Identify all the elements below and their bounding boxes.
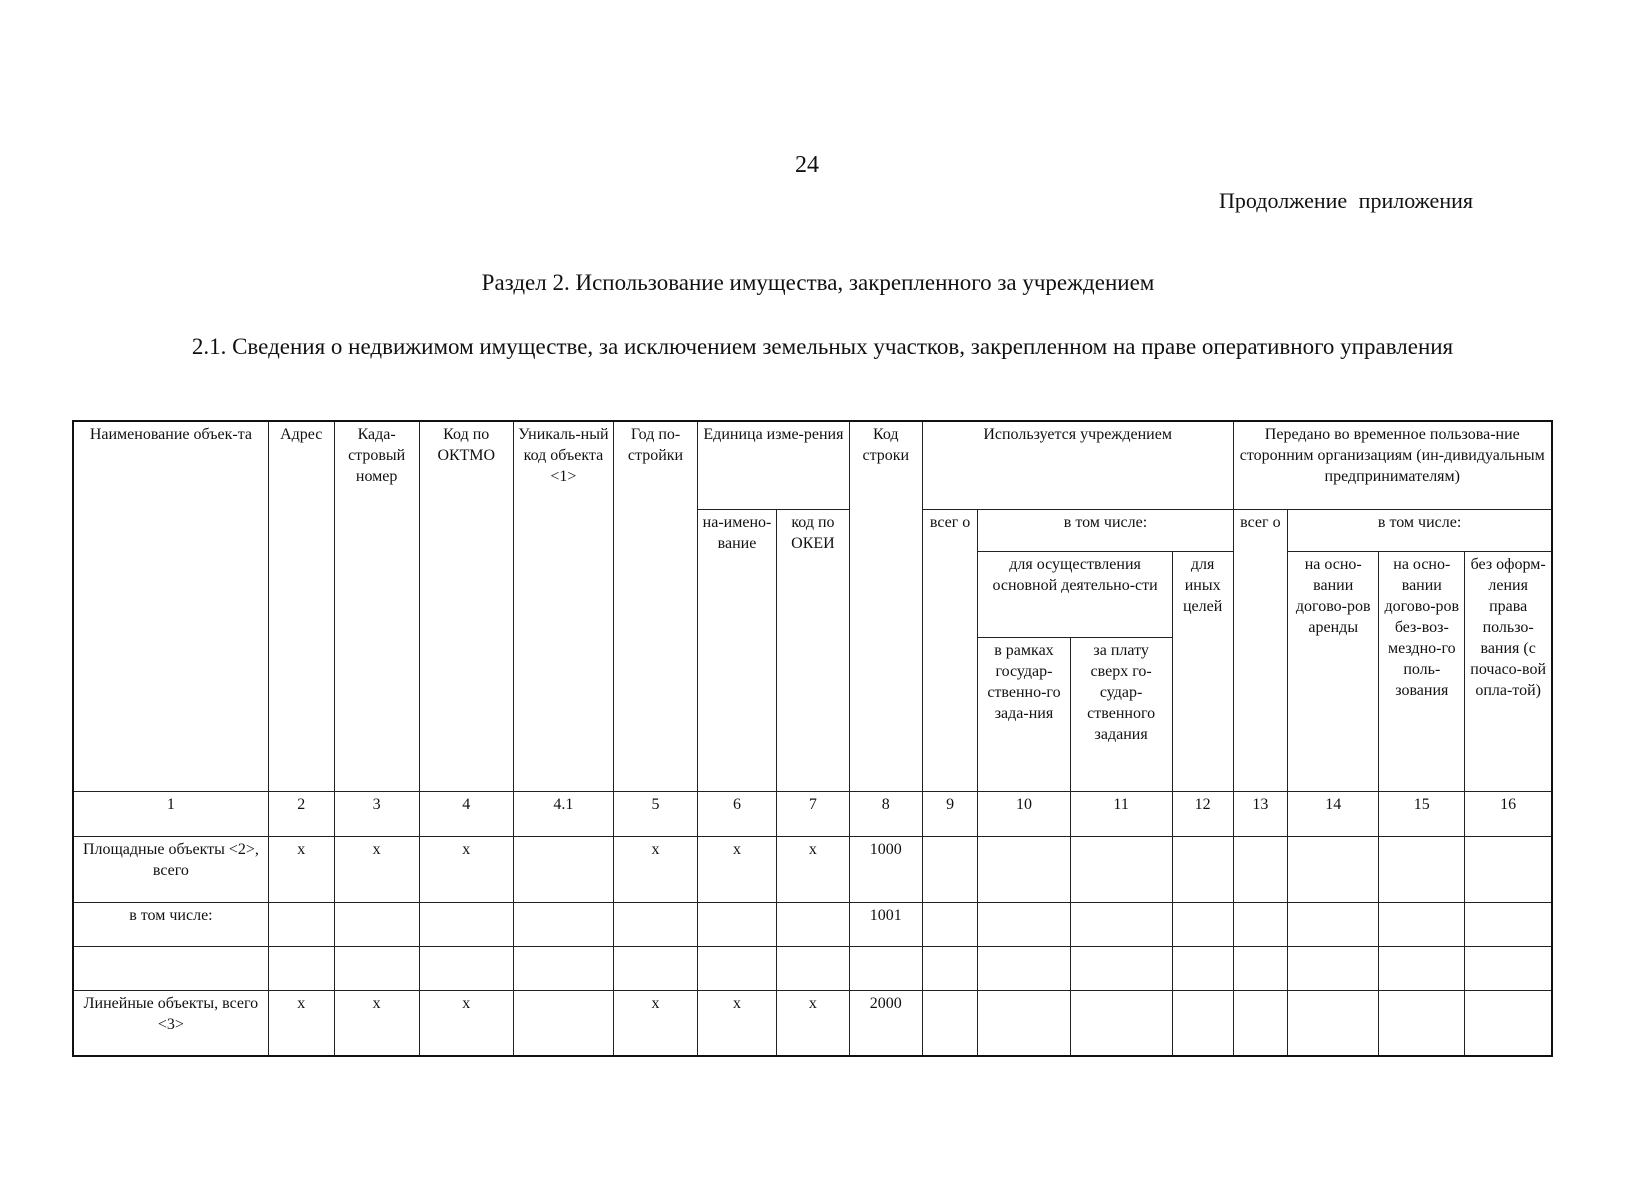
row-name: Площадные объекты <2>, всего xyxy=(73,836,268,902)
header-transferred-incl: в том числе: xyxy=(1288,509,1552,551)
row-code xyxy=(849,946,922,990)
header-no-registration: без оформ-ления права пользо-вания (с почасо-вой опла-той) xyxy=(1465,551,1552,791)
empty-cell xyxy=(1465,990,1552,1056)
column-number: 4 xyxy=(419,791,513,836)
empty-cell xyxy=(1465,946,1552,990)
header-lease: на осно-вании догово-ров аренды xyxy=(1288,551,1379,791)
page-number: 24 xyxy=(795,152,819,178)
empty-cell xyxy=(978,836,1070,902)
header-name: Наименование объек-та xyxy=(73,421,268,791)
empty-cell xyxy=(1070,902,1172,946)
header-state-task: в рамках государ-ственно-го зада-ния xyxy=(978,637,1070,791)
row-code: 1001 xyxy=(849,902,922,946)
table-row xyxy=(73,902,1552,946)
column-number: 13 xyxy=(1233,791,1288,836)
row-year xyxy=(614,902,698,946)
header-year: Год по-стройки xyxy=(614,421,698,791)
empty-cell xyxy=(922,946,978,990)
section-title: Раздел 2. Использование имущества, закрепленного за учреждением xyxy=(481,270,1155,295)
empty-cell xyxy=(1172,946,1233,990)
header-unit-name: на-имено-вание xyxy=(698,509,777,791)
empty-cell xyxy=(1379,990,1465,1056)
header-used-total: всег о xyxy=(922,509,978,791)
empty-cell xyxy=(1465,836,1552,902)
header-address: Адрес xyxy=(268,421,334,791)
continuation-label: Продолжение приложения xyxy=(1219,188,1473,213)
row-unique xyxy=(513,946,613,990)
row-okei xyxy=(776,902,849,946)
row-unit-name: x xyxy=(698,836,777,902)
empty-cell xyxy=(1465,902,1552,946)
column-number: 1 xyxy=(73,791,268,836)
row-year xyxy=(614,946,698,990)
column-number: 5 xyxy=(614,791,698,836)
column-number: 14 xyxy=(1288,791,1379,836)
row-cadastral: x xyxy=(334,836,419,902)
row-unique xyxy=(513,902,613,946)
column-number: 10 xyxy=(978,791,1070,836)
column-number: 9 xyxy=(922,791,978,836)
empty-cell xyxy=(1070,990,1172,1056)
column-numbers-row xyxy=(73,791,1552,836)
row-address: x xyxy=(268,836,334,902)
header-row-code: Код строки xyxy=(849,421,922,791)
row-address xyxy=(268,902,334,946)
header-oktmo: Код по ОКТМО xyxy=(419,421,513,791)
empty-cell xyxy=(922,836,978,902)
empty-cell xyxy=(1233,946,1288,990)
column-number: 2 xyxy=(268,791,334,836)
column-number: 7 xyxy=(776,791,849,836)
header-transferred-total: всег о xyxy=(1233,509,1288,791)
row-oktmo xyxy=(419,946,513,990)
empty-cell xyxy=(1288,902,1379,946)
row-cadastral xyxy=(334,946,419,990)
row-year: x xyxy=(614,836,698,902)
header-unique-code: Уникаль-ный код объекта <1> xyxy=(513,421,613,791)
row-okei: x xyxy=(776,836,849,902)
empty-cell xyxy=(1070,836,1172,902)
row-oktmo: x xyxy=(419,990,513,1056)
table-row xyxy=(73,836,1552,902)
header-other-purposes: для иных целей xyxy=(1172,551,1233,791)
row-unique xyxy=(513,836,613,902)
column-number: 12 xyxy=(1172,791,1233,836)
header-unit: Единица изме-рения xyxy=(698,421,850,509)
empty-cell xyxy=(1233,990,1288,1056)
row-okei xyxy=(776,946,849,990)
column-number: 3 xyxy=(334,791,419,836)
row-address: x xyxy=(268,990,334,1056)
empty-cell xyxy=(1070,946,1172,990)
empty-cell xyxy=(978,902,1070,946)
column-number: 16 xyxy=(1465,791,1552,836)
empty-cell xyxy=(1288,836,1379,902)
empty-cell xyxy=(1172,990,1233,1056)
property-table xyxy=(72,420,1553,1057)
column-number: 15 xyxy=(1379,791,1465,836)
empty-cell xyxy=(978,946,1070,990)
row-code: 1000 xyxy=(849,836,922,902)
table-row xyxy=(73,990,1552,1056)
empty-cell xyxy=(1379,902,1465,946)
empty-cell xyxy=(1233,836,1288,902)
row-unique xyxy=(513,990,613,1056)
column-number: 11 xyxy=(1070,791,1172,836)
header-okei: код по ОКЕИ xyxy=(776,509,849,791)
empty-cell xyxy=(1288,990,1379,1056)
header-paid: за плату сверх го-судар-ственного задания xyxy=(1070,637,1172,791)
subsection-title: 2.1. Сведения о недвижимом имуществе, за исключением земельных участков, закрепленном на праве оперативного управления xyxy=(191,334,1454,359)
empty-cell xyxy=(922,990,978,1056)
column-number: 8 xyxy=(849,791,922,836)
row-name xyxy=(73,946,268,990)
row-unit-name xyxy=(698,946,777,990)
header-transferred: Передано во временное пользова-ние сторонним организациям (ин-дивидуальным предпринимателям) xyxy=(1233,421,1552,509)
row-cadastral: x xyxy=(334,990,419,1056)
row-name: в том числе: xyxy=(73,902,268,946)
header-free-use: на осно-вании догово-ров без-воз-мездно-го поль-зования xyxy=(1379,551,1465,791)
row-cadastral xyxy=(334,902,419,946)
row-code: 2000 xyxy=(849,990,922,1056)
row-unit-name: x xyxy=(698,990,777,1056)
row-unit-name xyxy=(698,902,777,946)
header-main-activity: для осуществления основной деятельно-сти xyxy=(978,551,1172,637)
row-year: x xyxy=(614,990,698,1056)
empty-cell xyxy=(1172,836,1233,902)
row-address xyxy=(268,946,334,990)
empty-cell xyxy=(1233,902,1288,946)
empty-cell xyxy=(1288,946,1379,990)
empty-cell xyxy=(922,902,978,946)
column-number: 6 xyxy=(698,791,777,836)
row-oktmo: x xyxy=(419,836,513,902)
row-oktmo xyxy=(419,902,513,946)
empty-cell xyxy=(1172,902,1233,946)
header-cadastral: Када-стровый номер xyxy=(334,421,419,791)
row-okei: x xyxy=(776,990,849,1056)
empty-cell xyxy=(978,990,1070,1056)
table-row xyxy=(73,946,1552,990)
empty-cell xyxy=(1379,836,1465,902)
header-used: Используется учреждением xyxy=(922,421,1233,509)
column-number: 4.1 xyxy=(513,791,613,836)
row-name: Линейные объекты, всего <3> xyxy=(73,990,268,1056)
header-used-incl: в том числе: xyxy=(978,509,1233,551)
empty-cell xyxy=(1379,946,1465,990)
